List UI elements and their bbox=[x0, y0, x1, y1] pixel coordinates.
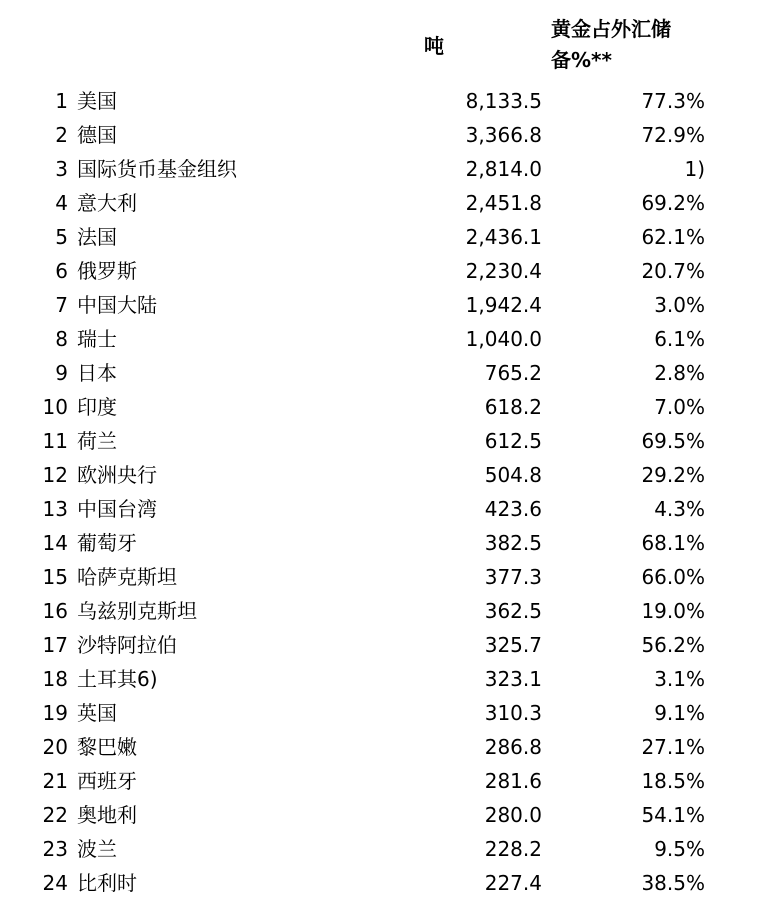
row-gold-share: 68.1% bbox=[641, 531, 705, 555]
row-rank: 10 bbox=[42, 395, 68, 419]
row-name: 德国 bbox=[77, 123, 117, 147]
row-gold-share: 69.5% bbox=[641, 429, 705, 453]
row-tons: 504.8 bbox=[484, 463, 542, 487]
row-rank: 17 bbox=[42, 633, 68, 657]
row-gold-share: 29.2% bbox=[641, 463, 705, 487]
table-row bbox=[0, 526, 763, 560]
row-rank: 6 bbox=[55, 259, 68, 283]
row-tons: 382.5 bbox=[484, 531, 542, 555]
row-tons: 280.0 bbox=[484, 803, 542, 827]
row-rank: 3 bbox=[55, 157, 68, 181]
row-rank: 22 bbox=[42, 803, 68, 827]
row-name: 比利时 bbox=[77, 871, 137, 895]
row-rank: 13 bbox=[42, 497, 68, 521]
row-rank: 8 bbox=[55, 327, 68, 351]
table-row bbox=[0, 764, 763, 798]
table-row bbox=[0, 798, 763, 832]
row-tons: 612.5 bbox=[484, 429, 542, 453]
table-row bbox=[0, 628, 763, 662]
row-gold-share: 7.0% bbox=[654, 395, 705, 419]
row-gold-share: 4.3% bbox=[654, 497, 705, 521]
table-row bbox=[0, 356, 763, 390]
row-gold-share: 3.1% bbox=[654, 667, 705, 691]
row-tons: 8,133.5 bbox=[465, 89, 542, 113]
row-rank: 16 bbox=[42, 599, 68, 623]
row-name: 中国大陆 bbox=[77, 293, 157, 317]
row-tons: 286.8 bbox=[484, 735, 542, 759]
column-header-gold-share-line2: 备%** bbox=[551, 48, 612, 72]
row-tons: 323.1 bbox=[484, 667, 542, 691]
row-rank: 7 bbox=[55, 293, 68, 317]
row-gold-share: 2.8% bbox=[654, 361, 705, 385]
row-name: 法国 bbox=[77, 225, 117, 249]
table-row bbox=[0, 492, 763, 526]
row-tons: 228.2 bbox=[484, 837, 542, 861]
row-tons: 3,366.8 bbox=[465, 123, 542, 147]
row-rank: 18 bbox=[42, 667, 68, 691]
row-tons: 618.2 bbox=[484, 395, 542, 419]
table-body bbox=[0, 84, 763, 900]
row-tons: 1,040.0 bbox=[465, 327, 542, 351]
row-gold-share: 77.3% bbox=[641, 89, 705, 113]
row-gold-share: 6.1% bbox=[654, 327, 705, 351]
row-gold-share: 18.5% bbox=[641, 769, 705, 793]
row-name: 瑞士 bbox=[77, 327, 117, 351]
row-gold-share: 38.5% bbox=[641, 871, 705, 895]
row-tons: 377.3 bbox=[484, 565, 542, 589]
row-rank: 1 bbox=[55, 89, 68, 113]
row-gold-share: 66.0% bbox=[641, 565, 705, 589]
table-row bbox=[0, 832, 763, 866]
table-row bbox=[0, 186, 763, 220]
table-row bbox=[0, 254, 763, 288]
table-row bbox=[0, 594, 763, 628]
table-row bbox=[0, 696, 763, 730]
row-gold-share: 56.2% bbox=[641, 633, 705, 657]
table-row bbox=[0, 152, 763, 186]
row-name: 乌兹别克斯坦 bbox=[77, 599, 197, 623]
row-tons: 281.6 bbox=[484, 769, 542, 793]
table-row bbox=[0, 560, 763, 594]
table-row bbox=[0, 730, 763, 764]
row-name: 西班牙 bbox=[77, 769, 137, 793]
row-name: 奥地利 bbox=[77, 803, 137, 827]
row-rank: 15 bbox=[42, 565, 68, 589]
row-name: 黎巴嫩 bbox=[77, 735, 137, 759]
row-rank: 12 bbox=[42, 463, 68, 487]
row-name: 沙特阿拉伯 bbox=[77, 633, 177, 657]
table-row bbox=[0, 322, 763, 356]
table-row bbox=[0, 118, 763, 152]
row-gold-share: 72.9% bbox=[641, 123, 705, 147]
row-gold-share: 3.0% bbox=[654, 293, 705, 317]
row-rank: 19 bbox=[42, 701, 68, 725]
row-name: 波兰 bbox=[77, 837, 117, 861]
column-header-gold-share bbox=[551, 14, 711, 76]
row-tons: 2,814.0 bbox=[465, 157, 542, 181]
row-rank: 5 bbox=[55, 225, 68, 249]
row-gold-share: 69.2% bbox=[641, 191, 705, 215]
row-rank: 24 bbox=[42, 871, 68, 895]
table-row bbox=[0, 288, 763, 322]
table-row bbox=[0, 390, 763, 424]
row-name: 葡萄牙 bbox=[77, 531, 137, 555]
row-gold-share: 62.1% bbox=[641, 225, 705, 249]
row-name: 日本 bbox=[77, 361, 117, 385]
row-rank: 23 bbox=[42, 837, 68, 861]
row-tons: 362.5 bbox=[484, 599, 542, 623]
row-gold-share: 27.1% bbox=[641, 735, 705, 759]
row-rank: 14 bbox=[42, 531, 68, 555]
row-rank: 9 bbox=[55, 361, 68, 385]
row-name: 荷兰 bbox=[77, 429, 117, 453]
row-gold-share: 9.5% bbox=[654, 837, 705, 861]
table-row bbox=[0, 662, 763, 696]
row-gold-share: 1) bbox=[684, 157, 705, 181]
row-name: 俄罗斯 bbox=[77, 259, 137, 283]
table-row bbox=[0, 220, 763, 254]
row-name: 美国 bbox=[77, 89, 117, 113]
table-row bbox=[0, 84, 763, 118]
row-gold-share: 9.1% bbox=[654, 701, 705, 725]
row-rank: 2 bbox=[55, 123, 68, 147]
row-name: 中国台湾 bbox=[77, 497, 157, 521]
row-tons: 310.3 bbox=[484, 701, 542, 725]
row-name: 英国 bbox=[77, 701, 117, 725]
row-gold-share: 20.7% bbox=[641, 259, 705, 283]
row-name: 哈萨克斯坦 bbox=[77, 565, 177, 589]
row-rank: 21 bbox=[42, 769, 68, 793]
table-row bbox=[0, 458, 763, 492]
row-rank: 20 bbox=[42, 735, 68, 759]
row-rank: 11 bbox=[42, 429, 68, 453]
row-tons: 765.2 bbox=[484, 361, 542, 385]
row-tons: 227.4 bbox=[484, 871, 542, 895]
row-tons: 2,451.8 bbox=[465, 191, 542, 215]
row-name: 土耳其6) bbox=[77, 667, 158, 691]
row-tons: 2,230.4 bbox=[465, 259, 542, 283]
row-tons: 1,942.4 bbox=[465, 293, 542, 317]
row-gold-share: 19.0% bbox=[641, 599, 705, 623]
table-row bbox=[0, 424, 763, 458]
row-name: 欧洲央行 bbox=[77, 463, 157, 487]
table-row bbox=[0, 866, 763, 900]
row-name: 意大利 bbox=[77, 191, 137, 215]
row-rank: 4 bbox=[55, 191, 68, 215]
row-tons: 2,436.1 bbox=[465, 225, 542, 249]
column-header-gold-share-line1: 黄金占外汇储 bbox=[551, 17, 671, 41]
row-tons: 325.7 bbox=[484, 633, 542, 657]
table-header bbox=[0, 0, 763, 86]
row-tons: 423.6 bbox=[484, 497, 542, 521]
row-gold-share: 54.1% bbox=[641, 803, 705, 827]
column-header-tons: 吨 bbox=[424, 34, 444, 58]
row-name: 国际货币基金组织 bbox=[77, 157, 237, 181]
row-name: 印度 bbox=[77, 395, 117, 419]
